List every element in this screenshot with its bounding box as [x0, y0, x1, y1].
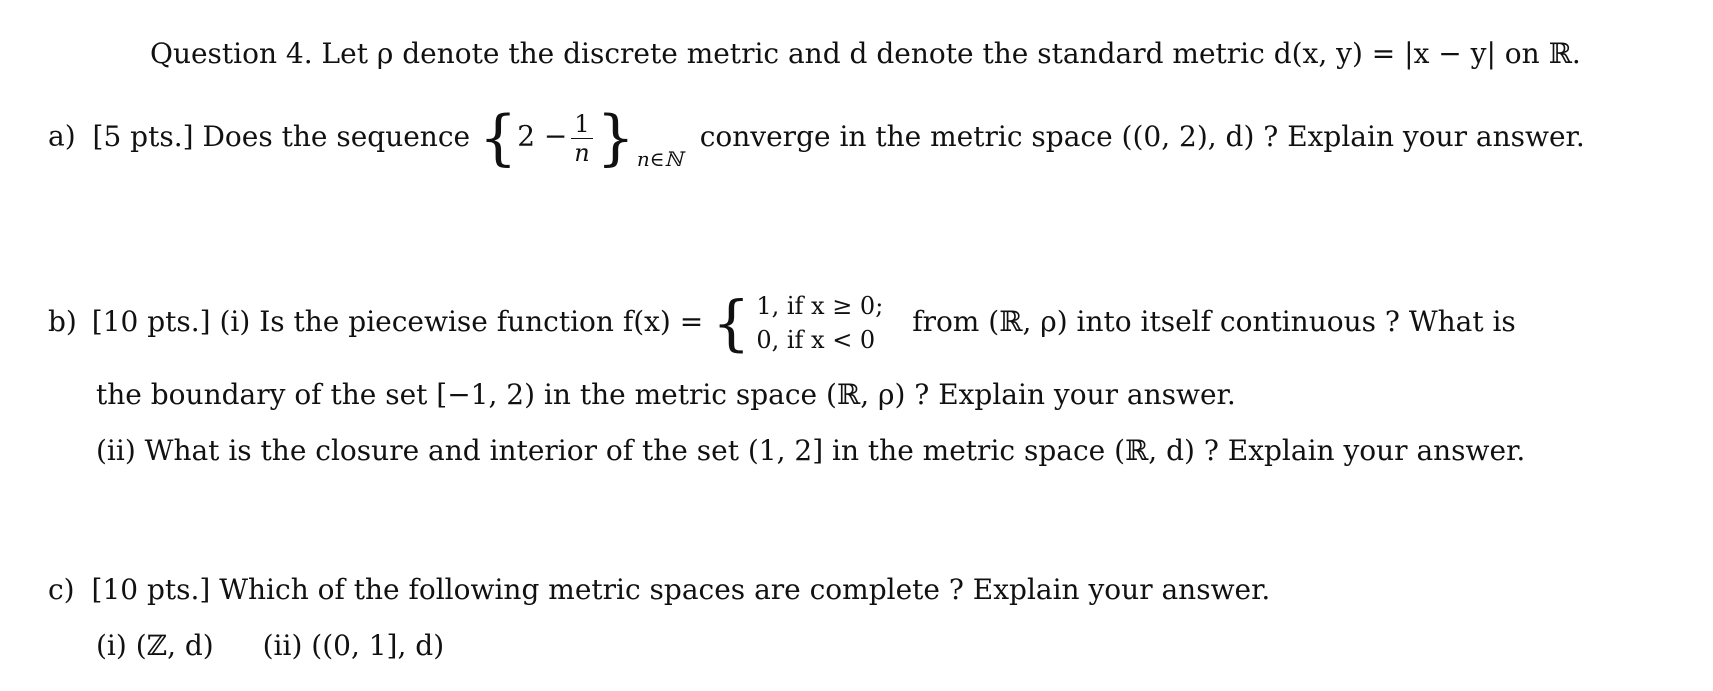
case-2: 0, if x < 0 — [756, 325, 876, 354]
sequence-lead: 2 − — [517, 119, 568, 153]
piecewise-cases — [756, 290, 883, 357]
part-a-suffix: converge in the metric space ((0, 2), d) ? Explain your answer. — [699, 119, 1585, 153]
cases-brace: { — [712, 288, 751, 359]
fraction-denominator: n — [574, 138, 590, 167]
question-header: Question 4. Let ρ denote the discrete metric and d denote the standard metric d(x, y) = |x − y| on ℝ. — [150, 37, 1581, 70]
part-c-label: c) — [48, 573, 75, 606]
part-b-label: b) — [48, 305, 77, 339]
part-c — [48, 573, 1271, 606]
part-b-line-3: (ii) What is the closure and interior of the set (1, 2] in the metric space (ℝ, d) ? Explain your answer. — [96, 434, 1526, 467]
part-c-text: [10 pts.] Which of the following metric spaces are complete ? Explain your answer. — [91, 573, 1271, 606]
fraction-numerator: 1 — [571, 112, 592, 139]
sequence-subscript: n∈ℕ — [636, 146, 683, 171]
fraction — [571, 109, 592, 167]
option-2: (ii) ((0, 1], d) — [262, 629, 445, 662]
sequence-close-brace: } — [596, 103, 635, 173]
sequence-open-brace: { — [479, 103, 518, 173]
case-1: 1, if x ≥ 0; — [756, 292, 884, 320]
part-a-prefix: [5 pts.] Does the sequence — [92, 119, 471, 153]
part-a — [48, 103, 1585, 173]
option-1: (i) (ℤ, d) — [96, 629, 214, 662]
part-b — [48, 290, 1516, 357]
part-a-label: a) — [48, 119, 76, 153]
part-c-options — [96, 629, 445, 662]
part-b-suffix: from (ℝ, ρ) into itself continuous ? What is — [912, 305, 1516, 339]
part-b-line-2: the boundary of the set [−1, 2) in the metric space (ℝ, ρ) ? Explain your answer. — [96, 378, 1236, 411]
part-b-prefix: [10 pts.] (i) Is the piecewise function f(x) = — [91, 305, 704, 339]
